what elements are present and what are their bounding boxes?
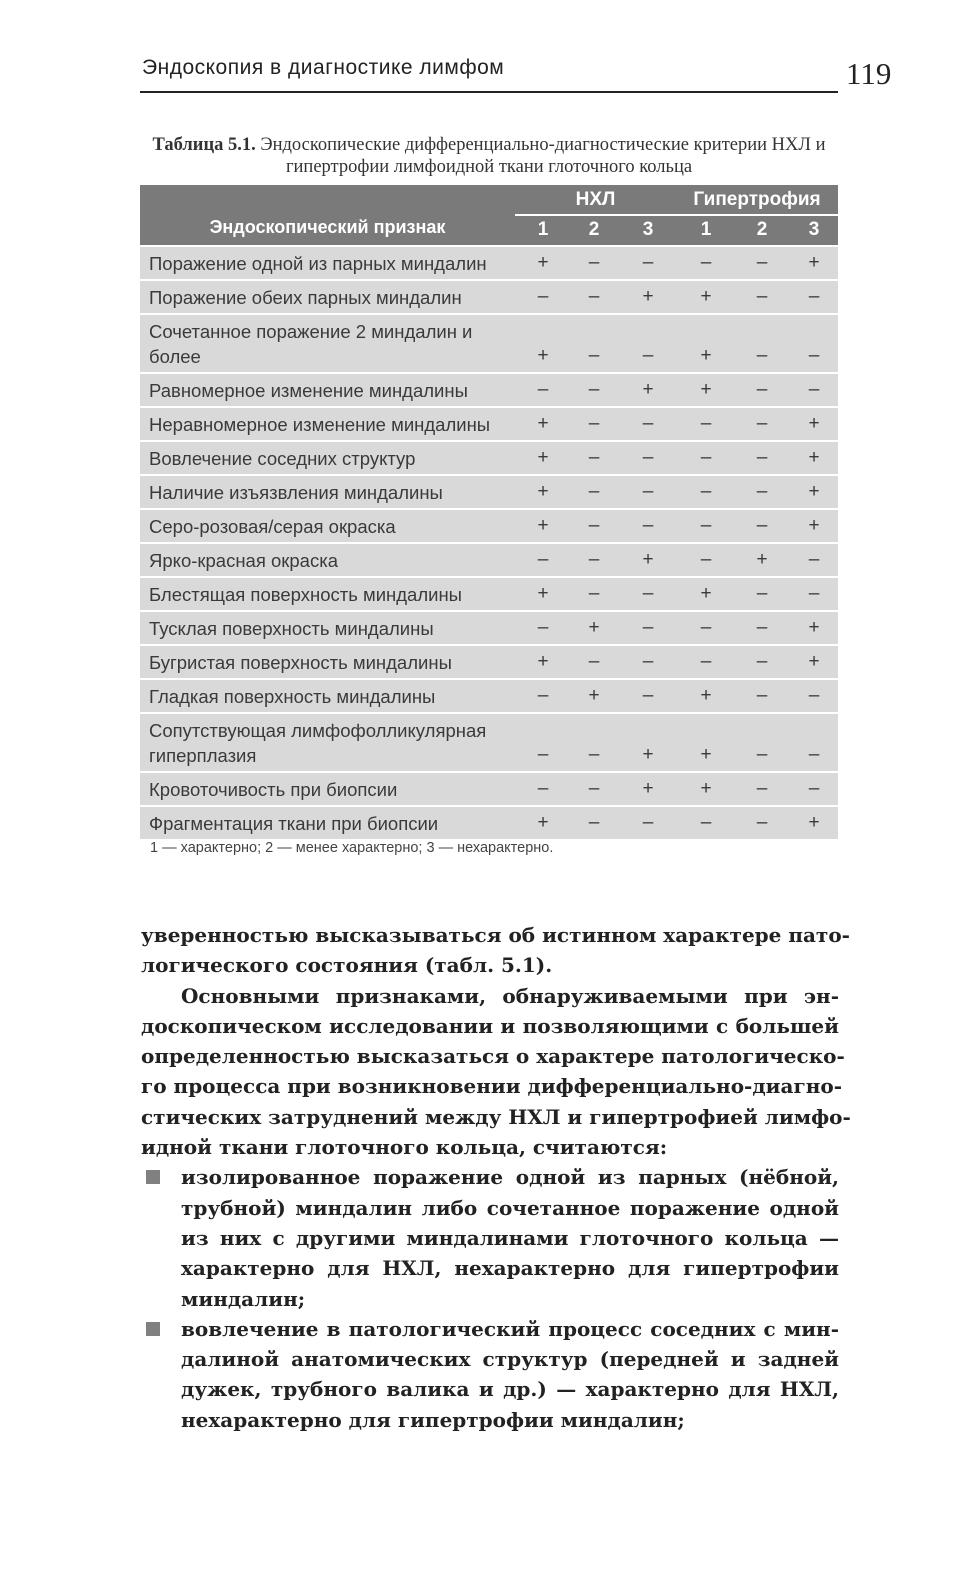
row-mark: – [588,345,600,366]
square-bullet-icon [146,1170,160,1184]
group-header-hypertrophy: Гипертрофия [693,189,821,210]
row-label: Неравномерное изменение миндалины [149,414,491,435]
row-label: Блестящая поверхность миндалины [149,584,462,605]
row-mark: – [700,515,712,536]
row-mark: – [642,812,654,833]
row-label: Гладкая поверхность миндалины [149,686,436,707]
row-mark: + [700,345,712,366]
table-row [140,680,838,712]
row-mark: + [700,744,712,765]
row-mark: – [756,744,768,765]
row-mark: + [808,481,820,502]
text-line: миндалин; [181,1286,306,1311]
row-label: Сопутствующая лимфофолликулярная гиперплазия [149,720,487,766]
row-mark: – [756,583,768,604]
text-line: определенностью высказаться о характере патологическо- [141,1044,845,1069]
row-mark: – [537,379,549,400]
row-mark: – [588,515,600,536]
table-row [140,247,838,279]
row-mark: + [537,651,549,672]
row-mark: – [537,744,549,765]
row-mark: – [756,778,768,799]
row-mark: + [700,685,712,706]
row-mark: + [642,744,654,765]
row-mark: + [642,778,654,799]
bullet-item [141,1314,839,1435]
table-row [140,807,838,839]
sub-header-4: 1 [700,219,712,240]
table-row [140,773,838,805]
row-mark: – [808,345,820,366]
text-line: го процесса при возникновении дифференциально-диагно- [141,1074,842,1099]
row-mark: – [588,744,600,765]
row-mark: – [588,583,600,604]
row-mark: – [588,481,600,502]
sub-header-5: 2 [756,219,768,240]
row-mark: – [588,286,600,307]
column-header-sign: Эндоскопический признак [209,217,446,237]
group-header-nhl: НХЛ [575,189,616,210]
table-caption [140,134,838,178]
sub-header-3: 3 [642,219,654,240]
sub-header-2: 2 [588,219,600,240]
row-mark: + [808,515,820,536]
row-label: Поражение обеих парных миндалин [149,287,462,308]
text-line: логического состояния (табл. 5.1). [141,953,553,978]
table-row [140,646,838,678]
row-mark: – [756,447,768,468]
square-bullet-icon [146,1322,160,1336]
row-mark: – [642,685,654,706]
row-mark: + [588,685,600,706]
row-mark: – [756,481,768,502]
row-label: Равномерное изменение миндалины [149,380,468,401]
row-mark: – [756,651,768,672]
row-mark: – [808,379,820,400]
row-mark: – [642,583,654,604]
text-line: из них с другими миндалинами глоточного кольца — [181,1225,839,1250]
row-mark: + [642,286,654,307]
table-row [140,612,838,644]
row-mark: + [808,413,820,434]
row-mark: + [642,379,654,400]
row-mark: + [537,413,549,434]
sub-header-1: 1 [537,219,549,240]
row-label: Сочетанное поражение 2 миндалин и более [149,321,473,367]
row-mark: – [537,549,549,570]
row-mark: – [588,252,600,273]
row-mark: + [808,447,820,468]
row-mark: + [808,617,820,638]
text-line: трубной) миндалин либо сочетанное поражение одной [181,1195,839,1220]
row-mark: – [642,651,654,672]
row-mark: + [808,651,820,672]
row-mark: – [756,617,768,638]
row-mark: – [588,812,600,833]
sub-header-6: 3 [808,219,820,240]
row-mark: + [700,379,712,400]
row-mark: – [756,286,768,307]
text-line: стических затруднений между НХЛ и гипертрофией лимфо- [141,1104,851,1129]
header-rule [515,214,838,216]
row-mark: – [808,286,820,307]
row-mark: + [537,583,549,604]
table-row [140,476,838,508]
text-line: доскопическом исследовании и позволяющими с большей [141,1013,839,1038]
row-mark: + [808,812,820,833]
row-label: Ярко-красная окраска [149,550,338,571]
row-mark: – [642,617,654,638]
table-row [140,442,838,474]
row-mark: + [537,345,549,366]
row-mark: + [537,515,549,536]
row-mark: – [642,515,654,536]
row-mark: – [808,744,820,765]
row-mark: – [588,549,600,570]
row-mark: – [808,549,820,570]
paragraph [141,920,850,981]
row-mark: – [808,778,820,799]
row-mark: – [756,812,768,833]
text-line: далиной анатомических структур (передней и задней [181,1347,839,1372]
row-mark: + [700,778,712,799]
row-mark: – [588,379,600,400]
row-mark: – [808,685,820,706]
table-row [140,408,838,440]
row-mark: – [700,651,712,672]
row-label: Бугристая поверхность миндалины [149,652,452,673]
row-mark: – [756,515,768,536]
table-row [140,510,838,542]
row-mark: + [756,549,768,570]
paragraph [141,981,851,1163]
body-text [141,920,851,1435]
row-mark: – [537,685,549,706]
row-mark: – [537,778,549,799]
table-row [140,281,838,313]
row-mark: – [642,345,654,366]
row-mark: – [700,252,712,273]
row-mark: + [537,252,549,273]
row-mark: – [700,549,712,570]
row-label: Кровоточивость при биопсии [149,779,398,800]
row-label: Серо-розовая/серая окраска [149,516,396,537]
row-label: Наличие изъязвления миндалины [149,482,443,503]
row-mark: – [700,447,712,468]
row-mark: + [700,286,712,307]
caption-text: Эндоскопические дифференциально-диагностические критерии НХЛ и гипертрофии лимфоидной ткани глоточного кольца [255,135,826,177]
row-mark: – [642,413,654,434]
row-mark: + [537,812,549,833]
criteria-table [140,185,838,839]
row-mark: – [756,379,768,400]
row-mark: + [537,481,549,502]
bullet-item [141,1162,839,1313]
row-mark: – [588,651,600,672]
row-mark: + [642,549,654,570]
table-row [140,578,838,610]
table-row [140,544,838,576]
table-row [140,714,838,771]
row-label: Тусклая поверхность миндалины [149,618,434,639]
row-mark: – [642,481,654,502]
row-mark: + [808,252,820,273]
row-mark: – [588,778,600,799]
row-mark: + [588,617,600,638]
text-line: нехарактерно для гипертрофии миндалин; [181,1407,685,1432]
row-mark: – [700,481,712,502]
row-label: Вовлечение соседних структур [149,448,416,469]
table-footnote: 1 — характерно; 2 — менее характерно; 3 — нехарактерно. [150,840,554,856]
row-mark: – [756,685,768,706]
text-line: изолированное поражение одной из парных (нёбной, [181,1165,839,1190]
running-head: Эндоскопия в диагностике лимфом [142,56,505,79]
row-mark: – [756,252,768,273]
row-mark: – [537,286,549,307]
row-mark: – [642,447,654,468]
row-label: Поражение одной из парных миндалин [149,253,487,274]
header-rule [140,91,838,93]
row-mark: – [588,413,600,434]
row-mark: – [700,413,712,434]
text-line: идной ткани глоточного кольца, считаются: [141,1135,668,1160]
caption-label: Таблица 5.1. [152,135,256,155]
text-line: Основными признаками, обнаруживаемыми при эн- [181,983,839,1008]
row-mark: – [588,447,600,468]
row-mark: – [537,617,549,638]
row-mark: – [642,252,654,273]
row-mark: – [756,345,768,366]
table-row [140,374,838,406]
text-line: характерно для НХЛ, нехарактерно для гипертрофии [181,1256,839,1281]
text-line: вовлечение в патологический процесс соседних с мин- [181,1316,839,1341]
row-mark: – [756,413,768,434]
text-line: дужек, трубного валика и др.) — характерно для НХЛ, [181,1377,839,1402]
text-line: уверенностью высказываться об истинном характере пато- [141,923,850,947]
row-mark: + [700,583,712,604]
table-row [140,315,838,372]
row-label: Фрагментация ткани при биопсии [149,813,439,834]
table-header [140,185,838,245]
row-mark: – [700,812,712,833]
page-number: 119 [846,56,892,91]
row-mark: + [537,447,549,468]
row-mark: – [808,583,820,604]
row-mark: – [700,617,712,638]
